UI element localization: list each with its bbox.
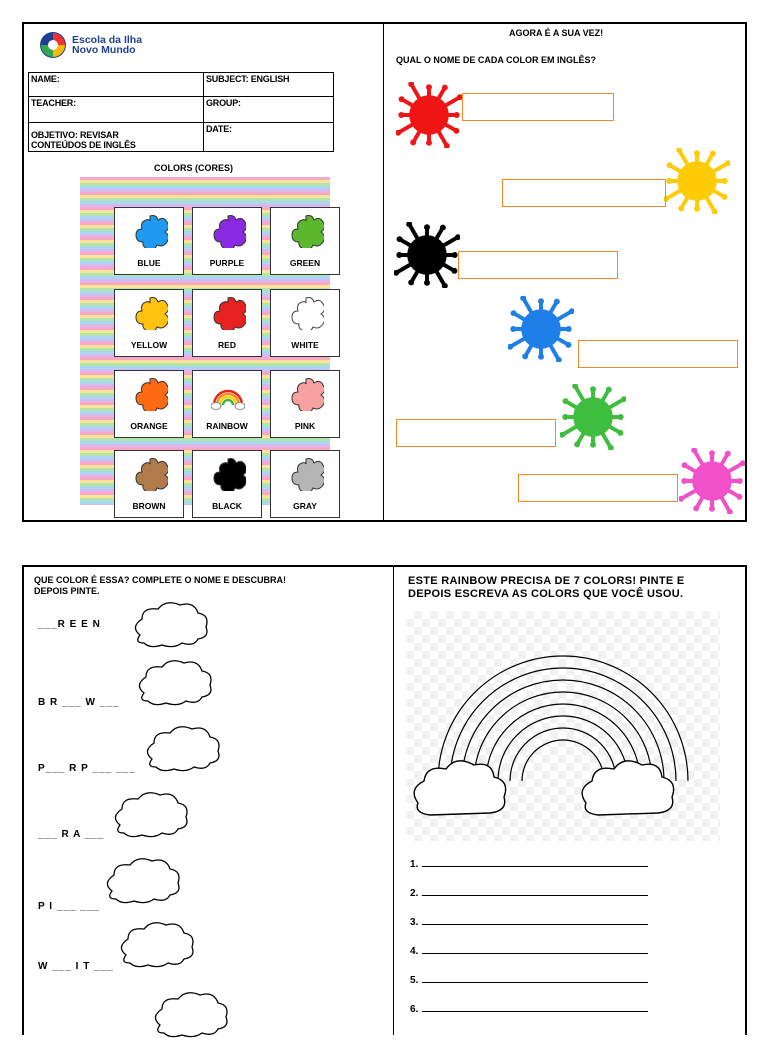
color-card-label: GREEN [289,258,321,268]
rainbow-color-line-4[interactable] [410,944,648,957]
objective-cell [29,123,204,152]
line-number: 5. [410,975,419,986]
name-cell[interactable]: NAME: [29,73,204,97]
color-card-label: GRAY [293,501,317,511]
orange-blob-icon [134,377,168,411]
paint-splat-icon [560,384,626,450]
color-answer-box-4[interactable] [578,340,738,368]
rainbow-outline-icon [406,611,720,841]
paint-splat-icon [396,82,462,148]
bottom-divider [393,567,394,1035]
gray-blob-icon [290,457,324,491]
rainbow-color-line-1[interactable] [410,857,648,870]
black-blob-icon [212,457,246,491]
paint-cloud-2[interactable] [134,659,214,712]
paint-cloud-4[interactable] [110,791,190,844]
rainbow-color-line-6[interactable] [410,1002,648,1015]
rainbow-coloring-picture[interactable] [406,611,720,841]
blue-blob-icon [134,214,168,248]
answer-underline[interactable] [422,915,648,925]
answer-underline[interactable] [422,857,648,867]
group-cell[interactable]: GROUP: [204,97,334,123]
student-info-table [28,72,334,152]
color-card-orange [114,370,184,438]
color-card-yellow [114,289,184,357]
color-card-black [192,450,262,518]
color-card-label: WHITE [291,340,319,350]
paint-splat-4 [508,296,574,367]
color-card-pink [270,370,340,438]
color-card-label: BLACK [212,501,242,511]
color-chart [80,177,330,511]
top-worksheet [22,22,747,522]
color-card-blue [114,207,184,275]
color-card-purple [192,207,262,275]
school-name-line2: Novo Mundo [72,44,136,56]
color-card-green [270,207,340,275]
incomplete-word-5[interactable]: P I ___ ___ [38,901,100,912]
paint-splat-3 [394,222,460,293]
cloud-icon [150,991,230,1039]
answer-underline[interactable] [422,973,648,983]
yellow-blob-icon [134,296,168,330]
cloud-icon [134,659,214,707]
color-card-label: BROWN [132,501,166,511]
incomplete-word-3[interactable]: P___ R P ___ ___ [38,763,136,774]
top-divider [383,24,384,520]
green-blob-icon [290,214,324,248]
cloud-icon [130,601,210,649]
color-card-label: PURPLE [209,258,245,268]
date-cell[interactable]: DATE: [204,123,334,152]
paint-splat-1 [396,82,462,153]
incomplete-word-6[interactable]: W ___ I T ___ [38,961,114,972]
rainbow-instruction-line1: ESTE RAINBOW PRECISA DE 7 COLORS! PINTE E [408,575,685,587]
paint-cloud-5[interactable] [102,857,182,910]
school-logo [38,30,142,60]
teacher-cell[interactable]: TEACHER: [29,97,204,123]
paint-cloud-6[interactable] [116,921,196,974]
brown-blob-icon [134,457,168,491]
color-card-label: BLUE [137,258,161,268]
color-name-question: QUAL O NOME DE CADA COLOR EM INGLÊS? [396,55,597,65]
school-logo-icon [38,30,68,60]
paint-splat-5 [560,384,626,455]
paint-splat-icon [679,448,745,514]
paint-splat-6 [679,448,745,519]
rainbow-instruction-line2: DEPOIS ESCREVA AS COLORS QUE VOCÊ USOU. [408,588,684,600]
turn-heading: AGORA É A SUA VEZ! [509,28,604,38]
color-answer-box-3[interactable] [458,251,618,279]
colors-title: COLORS (CORES) [154,163,234,173]
incomplete-word-1[interactable]: ___R E E N [38,619,101,630]
complete-instruction-line2: DEPOIS PINTE. [34,586,100,596]
paint-splat-icon [508,296,574,362]
answer-underline[interactable] [422,944,648,954]
pink-blob-icon [290,377,324,411]
color-card-label: YELLOW [130,340,168,350]
subject-cell: SUBJECT: ENGLISH [204,73,334,97]
cloud-icon [110,791,190,839]
paint-cloud-7[interactable] [150,991,230,1044]
color-answer-box-6[interactable] [518,474,678,502]
incomplete-word-2[interactable]: B R ___ W ___ [38,697,120,708]
answer-underline[interactable] [422,1002,648,1012]
rainbow-color-line-3[interactable] [410,915,648,928]
color-card-red [192,289,262,357]
paint-splat-icon [664,148,730,214]
line-number: 1. [410,859,419,870]
color-card-label: RAINBOW [206,421,248,431]
paint-cloud-3[interactable] [142,725,222,778]
color-card-gray [270,450,340,518]
line-number: 4. [410,946,419,957]
school-name-line1: Escola da Ilha [72,34,143,46]
color-card-label: ORANGE [130,421,168,431]
paint-cloud-1[interactable] [130,601,210,654]
cloud-icon [116,921,196,969]
cloud-icon [102,857,182,905]
color-card-label: RED [218,340,236,350]
rainbow-color-line-5[interactable] [410,973,648,986]
incomplete-word-4[interactable]: ___ R A ___ [38,829,105,840]
color-card-white [270,289,340,357]
rainbow-color-line-2[interactable] [410,886,648,899]
color-card-rainbow [192,370,262,438]
color-card-label: PINK [294,421,316,431]
cloud-icon [142,725,222,773]
line-number: 2. [410,888,419,899]
bottom-worksheet [22,565,747,1035]
objective-line2: CONTEÚDOS DE INGLÊS [31,140,136,150]
line-number: 3. [410,917,419,928]
color-card-brown [114,450,184,518]
line-number: 6. [410,1004,419,1015]
complete-name-instruction [34,575,364,597]
complete-instruction-line1: QUE COLOR É ESSA? COMPLETE O NOME E DESCUBRA! [34,575,287,585]
color-answer-box-2[interactable] [502,179,666,207]
color-answer-box-5[interactable] [396,419,556,447]
paint-splat-icon [394,222,460,288]
answer-underline[interactable] [422,886,648,896]
paint-splat-2 [664,148,730,219]
rainbow-instruction [408,575,738,601]
white-blob-icon [290,296,324,330]
objective-line1: OBJETIVO: REVISAR [31,130,119,140]
rainbow-blob-icon [211,379,245,413]
purple-blob-icon [212,214,246,248]
red-blob-icon [212,296,246,330]
color-answer-box-1[interactable] [462,93,614,121]
